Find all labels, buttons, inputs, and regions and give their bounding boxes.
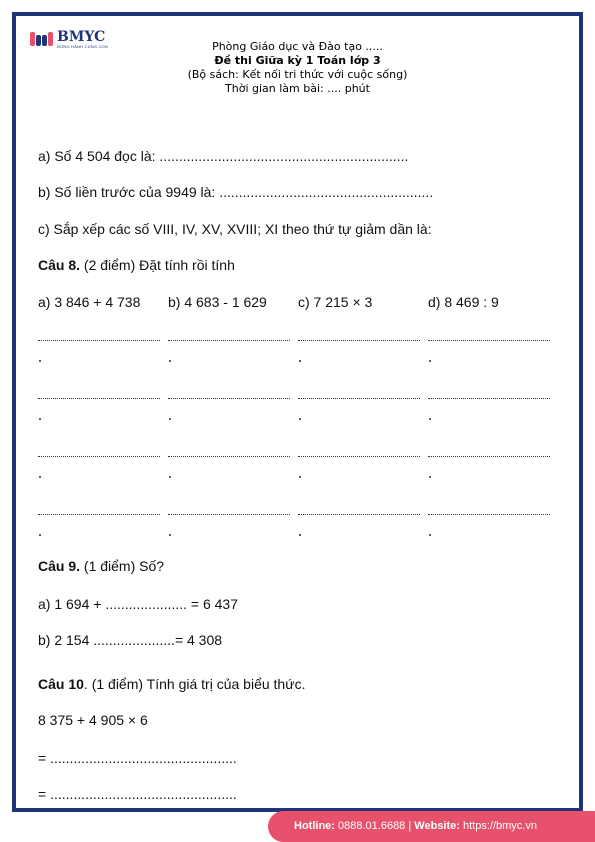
answer-dot bbox=[169, 360, 171, 362]
q8-heading bbox=[38, 257, 235, 273]
answer-dotted-line bbox=[168, 398, 290, 399]
q10-text: . (1 điểm) Tính giá trị của biểu thức. bbox=[83, 676, 306, 692]
answer-dotted-line bbox=[38, 340, 160, 341]
q8-item-d: d) 8 469 : 9 bbox=[428, 294, 499, 310]
answer-dotted-line bbox=[38, 514, 160, 515]
answer-dotted-line bbox=[168, 340, 290, 341]
q7-c: c) Sắp xếp các số VIII, IV, XV, XVIII; XI theo thứ tự giảm dần là: bbox=[38, 221, 432, 237]
header-time: Thời gian làm bài: .... phút bbox=[225, 82, 370, 95]
answer-dotted-line bbox=[428, 514, 550, 515]
q10-heading bbox=[38, 676, 305, 692]
answer-dot bbox=[299, 476, 301, 478]
answer-dot bbox=[169, 476, 171, 478]
answer-dot bbox=[39, 476, 41, 478]
header-book-series: (Bộ sách: Kết nối tri thức với cuộc sống) bbox=[187, 68, 408, 81]
answer-dotted-line bbox=[298, 398, 420, 399]
q9-heading bbox=[38, 558, 164, 574]
answer-dotted-line bbox=[168, 514, 290, 515]
answer-dot bbox=[299, 360, 301, 362]
answer-dotted-line bbox=[428, 398, 550, 399]
exam-header bbox=[0, 40, 595, 96]
q8-item-a: a) 3 846 + 4 738 bbox=[38, 294, 141, 310]
q10-expression: 8 375 + 4 905 × 6 bbox=[38, 712, 148, 728]
q9-label: Câu 9. bbox=[38, 558, 81, 574]
answer-dot bbox=[299, 534, 301, 536]
answer-dot bbox=[169, 418, 171, 420]
q7-b: b) Số liền trước của 9949 là: ....................................................... bbox=[38, 184, 434, 200]
answer-dot bbox=[429, 534, 431, 536]
answer-dotted-line bbox=[428, 456, 550, 457]
answer-dotted-line bbox=[298, 456, 420, 457]
q10-step-2: = ................................................ bbox=[38, 786, 237, 802]
website-link[interactable]: https://bmyc.vn bbox=[459, 820, 537, 832]
page-border bbox=[12, 12, 583, 812]
answer-dotted-line bbox=[168, 456, 290, 457]
logo-name: BMYC bbox=[57, 29, 106, 45]
q9-a: a) 1 694 + ..................... = 6 437 bbox=[38, 596, 238, 612]
answer-dot bbox=[39, 534, 41, 536]
logo-tagline: ĐỒNG HÀNH CÙNG CON bbox=[57, 44, 108, 49]
answer-dot bbox=[169, 534, 171, 536]
answer-dotted-line bbox=[38, 398, 160, 399]
answer-dotted-line bbox=[298, 514, 420, 515]
q10-label: Câu 10 bbox=[38, 676, 84, 692]
answer-dotted-line bbox=[298, 340, 420, 341]
answer-dot bbox=[429, 418, 431, 420]
header-department: Phòng Giáo dục và Đào tạo ..... bbox=[212, 40, 383, 53]
q10-step-1: = ................................................ bbox=[38, 750, 237, 766]
q8-label: Câu 8. bbox=[38, 257, 81, 273]
answer-dotted-line bbox=[428, 340, 550, 341]
q9-text: (1 điểm) Số? bbox=[80, 558, 165, 574]
q8-item-b: b) 4 683 - 1 629 bbox=[168, 294, 267, 310]
hotline-label: Hotline: bbox=[294, 820, 335, 832]
footer-separator: | bbox=[405, 820, 415, 832]
footer-contact-bar bbox=[268, 811, 595, 842]
answer-dot bbox=[429, 360, 431, 362]
answer-dot bbox=[39, 360, 41, 362]
answer-dotted-line bbox=[38, 456, 160, 457]
header-exam-title: Đề thi Giữa kỳ 1 Toán lớp 3 bbox=[214, 54, 381, 67]
answer-dot bbox=[429, 476, 431, 478]
answer-dot bbox=[39, 418, 41, 420]
q9-b: b) 2 154 .....................= 4 308 bbox=[38, 632, 223, 648]
website-label: Website: bbox=[414, 820, 460, 832]
hotline-number[interactable]: 0888.01.6688 bbox=[334, 820, 406, 832]
q7-a: a) Số 4 504 đọc là: ................................................................ bbox=[38, 148, 409, 164]
answer-dot bbox=[299, 418, 301, 420]
q8-text: (2 điểm) Đặt tính rồi tính bbox=[80, 257, 235, 273]
q8-item-c: c) 7 215 × 3 bbox=[298, 294, 373, 310]
